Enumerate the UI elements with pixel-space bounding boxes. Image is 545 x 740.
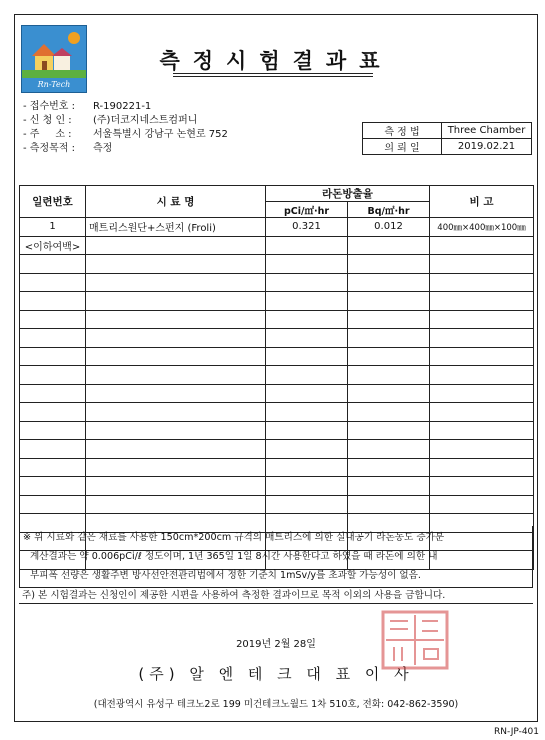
logo-text: Rn-Tech (37, 80, 71, 89)
method-value: Three Chamber (442, 123, 532, 139)
note-line-2: 계산결과는 약 0.006pCi/ℓ 정도이며, 1년 365일 1일 8시간 사용한다고 하였을 때 라돈에 의한 내 (30, 551, 438, 562)
document-number: RN-JP-401 (493, 727, 539, 737)
empty-row (20, 255, 534, 274)
title-underline-2 (173, 76, 373, 77)
col-header-no: 일련번호 (20, 186, 86, 218)
col-header-unit-pci: pCi/㎡·hr (266, 202, 348, 218)
issuer-name: (주) 알 엔 테 크 대 표 이 사 (138, 665, 414, 683)
empty-row (20, 421, 534, 440)
page-title: 측정시험결과표 (159, 49, 393, 73)
notes-box (19, 526, 533, 588)
col-header-sample: 시 료 명 (86, 186, 266, 218)
method-label: 측 정 법 (363, 123, 442, 139)
measurement-meta (362, 122, 532, 155)
empty-row (20, 273, 534, 292)
issue-date: 2019년 2월 28일 (236, 639, 316, 650)
info-row-purpose: - 측정목적 : 측정 (23, 143, 113, 154)
empty-row (20, 440, 534, 459)
empty-row (20, 292, 534, 311)
empty-row (20, 347, 534, 366)
disclaimer: 주) 본 시험결과는 신청인이 제공한 시편을 사용하여 측정한 결과이므로 목적 이외의 사용을 금합니다. (19, 585, 533, 604)
empty-row (20, 384, 534, 403)
request-date-label: 의 뢰 일 (363, 139, 442, 155)
note-line-3: 부피폭 선량은 생활주변 방사선안전관리법에서 정한 기준치 1mSv/y를 초과할 가능성이 없음. (30, 570, 421, 581)
empty-row (20, 495, 534, 514)
issuer-address: (대전광역시 유성구 테크노2로 199 미건테크노월드 1차 510호, 전화: 042-862-3590) (93, 699, 459, 710)
col-header-unit-bq: Bq/㎡·hr (348, 202, 430, 218)
table-row: 1 매트리스원단+스펀지 (Froli) 0.321 0.012 400㎜×400㎜×100㎜ (20, 218, 534, 237)
request-date-value: 2019.02.21 (442, 139, 532, 155)
table-row: <이하여백> (20, 236, 534, 255)
col-header-radon: 라돈방출율 (266, 186, 430, 202)
empty-row (20, 310, 534, 329)
info-row-address: - 주 소 : 서울특별시 강남구 논현로 752 (23, 129, 228, 140)
empty-row (20, 477, 534, 496)
company-seal-stamp (380, 609, 450, 671)
empty-row (20, 366, 534, 385)
info-row-receipt: - 접수번호 : R-190221-1 (23, 101, 152, 112)
results-table (19, 185, 534, 570)
col-header-remark: 비 고 (430, 186, 534, 218)
empty-row (20, 403, 534, 422)
info-row-applicant: - 신 청 인 : (주)더코지네스트컴퍼니 (23, 115, 198, 126)
empty-row (20, 458, 534, 477)
empty-row (20, 329, 534, 348)
report-frame (14, 14, 538, 722)
note-line-1: ※ 위 시료와 같은 재료를 사용한 150cm*200cm 규격의 매트리스에 의한 실내공기 라돈농도 증가분 (23, 532, 445, 543)
request-info (23, 100, 228, 156)
title-underline (173, 73, 373, 74)
